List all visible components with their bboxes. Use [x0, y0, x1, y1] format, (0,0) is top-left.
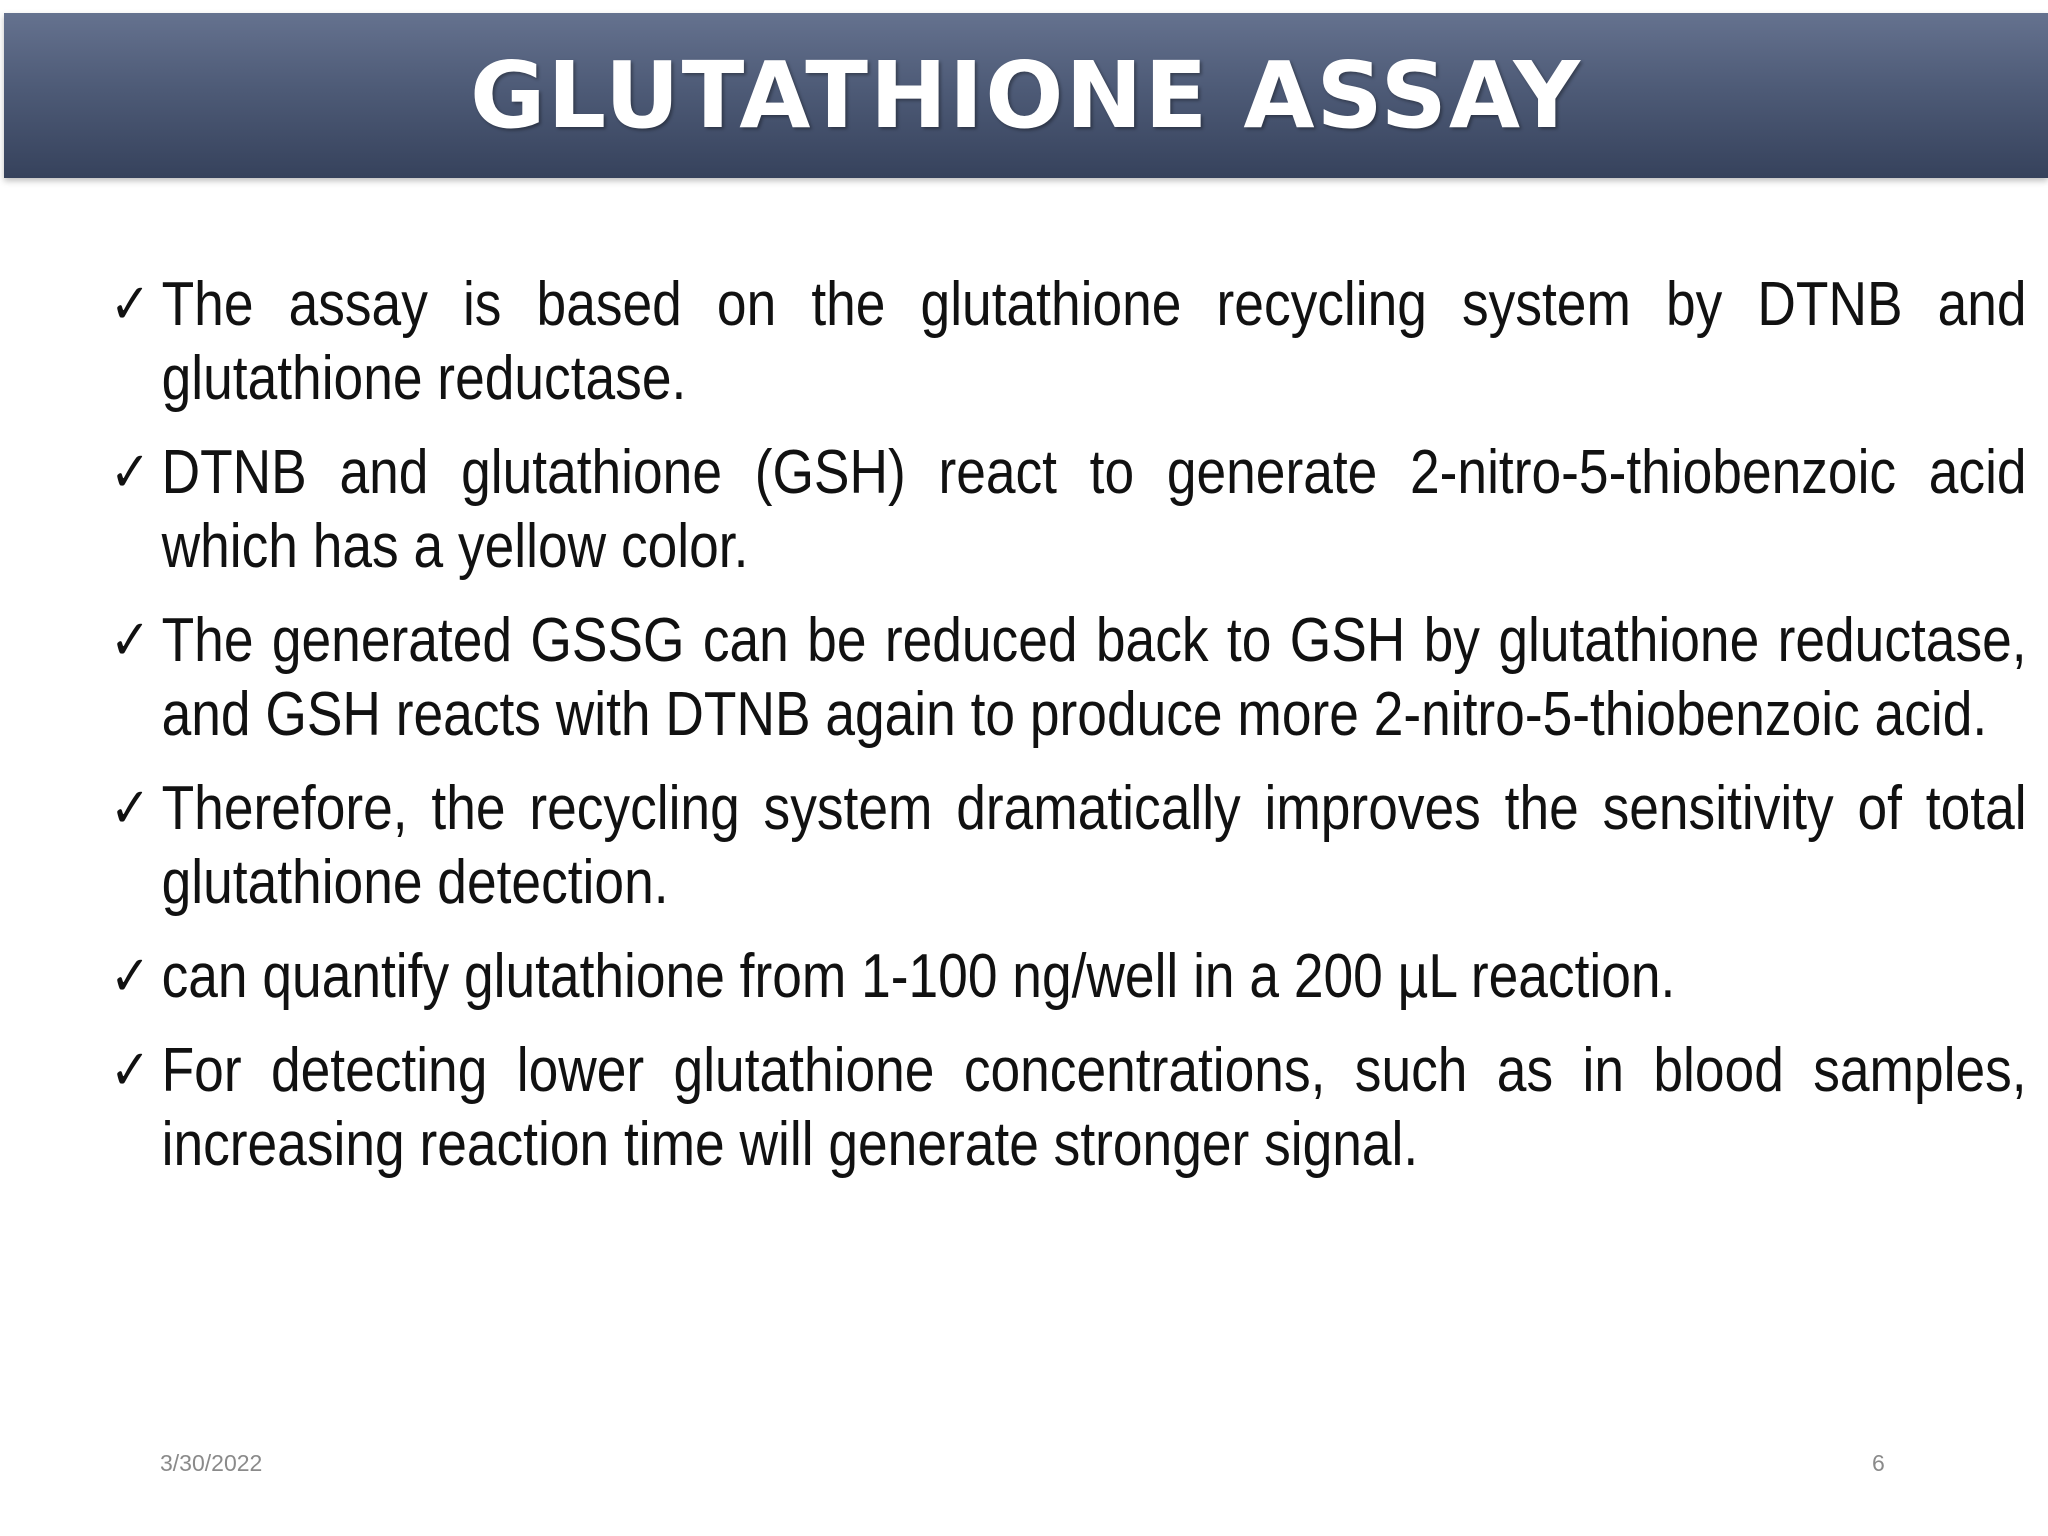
- bullet-item: [110, 1034, 2027, 1182]
- bullet-text: Therefore, the recycling system dramatically improves the sensitivity of total glutathione detection.: [161, 774, 2027, 917]
- check-icon: ✓: [110, 944, 151, 1009]
- bullet-item: [110, 436, 2027, 584]
- slide-title: GLUTATHIONE ASSAY: [470, 42, 1582, 149]
- bullet-item: [110, 772, 2027, 920]
- bullet-text: DTNB and glutathione (GSH) react to generate 2-nitro-5-thiobenzoic acid which has a yellow color.: [161, 438, 2027, 581]
- check-icon: ✓: [110, 776, 151, 841]
- check-icon: ✓: [110, 272, 151, 337]
- bullet-list: [110, 268, 2027, 1202]
- bullet-item: [110, 940, 2027, 1014]
- check-icon: ✓: [110, 1038, 151, 1103]
- bullet-text: The assay is based on the glutathione recycling system by DTNB and glutathione reductase.: [161, 270, 2027, 413]
- bullet-item: [110, 604, 2027, 752]
- footer-date: 3/30/2022: [160, 1450, 263, 1476]
- bullet-text: can quantify glutathione from 1-100 ng/well in a 200 µL reaction.: [161, 942, 1676, 1011]
- check-icon: ✓: [110, 608, 151, 673]
- footer-page-number: 6: [1872, 1450, 1885, 1476]
- bullet-text: The generated GSSG can be reduced back to GSH by glutathione reductase, and GSH reacts with DTNB again to produce more 2-nitro-5-thiobenzoic acid.: [161, 606, 2027, 749]
- bullet-text: For detecting lower glutathione concentrations, such as in blood samples, increasing reaction time will generate stronger signal.: [161, 1036, 2027, 1179]
- title-bar: [4, 13, 2048, 178]
- check-icon: ✓: [110, 440, 151, 505]
- bullet-item: [110, 268, 2027, 416]
